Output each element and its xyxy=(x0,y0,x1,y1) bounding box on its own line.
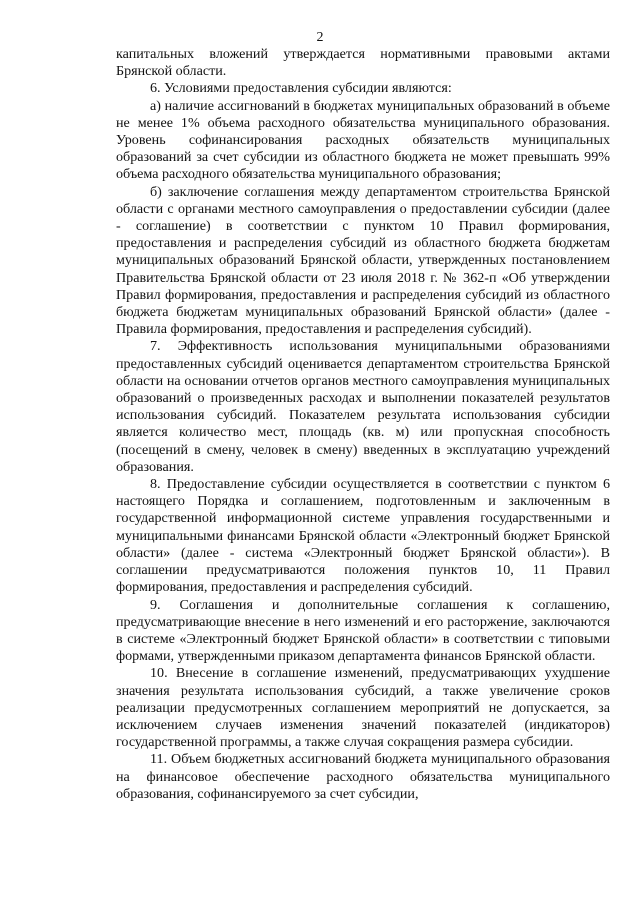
paragraph-6b: б) заключение соглашения между департаментом строительства Брянской области с органами местного самоуправления о предоставлении субсидии (далее - соглашение) в соответствии с пунктом 10 Правил формирования, предоставления и распределения субсидий из областного бюджета бюджетам муниципальных образований Брянской области, утвержденных постановлением Правительства Брянской области от 23 июля 2018 г. № 362-п «Об утверждении Правил формирования, предоставления и распределения субсидий из областного бюджета бюджетам муниципальных образований Брянской области» (далее - Правила формирования, предоставления и распределения субсидий). xyxy=(116,183,610,338)
paragraph-9: 9. Соглашения и дополнительные соглашения к соглашению, предусматривающие внесение в него изменений и его расторжение, заключаются в системе «Электронный бюджет Брянской области» в соответствии с типовыми формами, утвержденными приказом департамента финансов Брянской области. xyxy=(116,596,610,665)
paragraph-10: 10. Внесение в соглашение изменений, предусматривающих ухудшение значения результата использования субсидий, а также увеличение сроков реализации предусмотренных соглашением мероприятий не допускается, за исключением случаев изменения значений показателей (индикаторов) государственной программы, а также случая сокращения размера субсидии. xyxy=(116,665,610,751)
paragraph-6a: а) наличие ассигнований в бюджетах муниципальных образований в объеме не менее 1% объема расходного обязательства муниципального образования. Уровень софинансирования расходных обязательств муниципальных образований за счет субсидии из областного бюджета не может превышать 99% объема расходного обязательства муниципального образования; xyxy=(116,97,610,183)
document-body xyxy=(116,46,610,803)
paragraph-6: 6. Условиями предоставления субсидии являются: xyxy=(150,80,452,97)
paragraph-continuation: капитальных вложений утверждается нормативными правовыми актами Брянской области. xyxy=(116,46,610,80)
paragraph-11: 11. Объем бюджетных ассигнований бюджета муниципального образования на финансовое обеспечение расходного обязательства муниципального образования, софинансируемого за счет субсидии, xyxy=(116,751,610,802)
paragraph-8: 8. Предоставление субсидии осуществляется в соответствии с пунктом 6 настоящего Порядка и соглашением, подготовленным и заключенным в государственной информационной системе управления государственными и муниципальными финансами Брянской области «Электронный бюджет Брянской области» (далее - система «Электронный бюджет Брянской области»). В соглашении предусматриваются положения пунктов 10, 11 Правил формирования, предоставления и распределения субсидий. xyxy=(116,476,610,596)
page-number: 2 xyxy=(316,30,324,45)
paragraph-7: 7. Эффективность использования муниципальными образованиями предоставленных субсидий оценивается департаментом строительства Брянской области на основании отчетов органов местного самоуправления муниципальных образований о произведенных расходах и выполнении показателей результатов использования субсидий. Показателем результата использования субсидии является количество мест, площадь (кв. м) или пропускная способность (посещений в смену, человек в смену) введенных в эксплуатацию учреждений образования. xyxy=(116,338,610,475)
